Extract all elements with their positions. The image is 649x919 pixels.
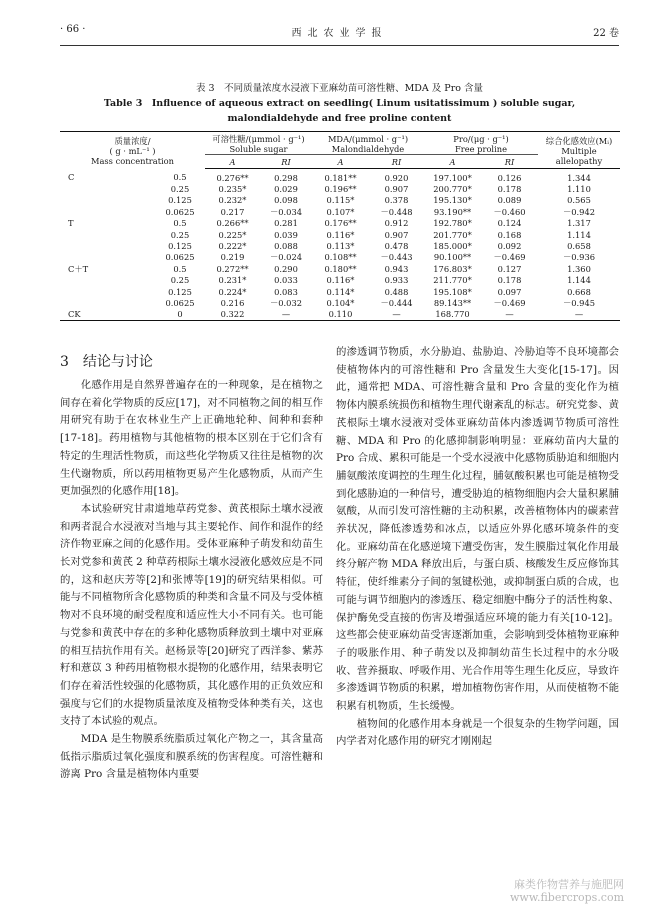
table-row: 0.125 0.224* 0.083 0.114* 0.488 195.108* 0.097 0.668: [168, 286, 591, 297]
sub-header-ri: RI: [481, 155, 538, 169]
col-header-pro: Pro/(μg · g⁻¹) Free proline: [424, 132, 538, 155]
body-column-left: [60, 377, 323, 784]
table-row: CK 0 0.322 — 0.110 — 168.770 — —: [60, 309, 620, 321]
table-caption-cn: 表 3 不同质量浓度水浸液下亚麻幼苗可溶性糖、MDA 及 Pro 含量: [196, 83, 483, 94]
running-header: [60, 24, 619, 44]
table-row: C 0.5 0.276** 0.298 0.181** 0.920 197.100* 0.126 1.344: [68, 172, 591, 183]
sub-header-a: A: [205, 155, 260, 169]
table-row: 0.125 0.232* 0.098 0.115* 0.378 195.130* 0.089 0.565: [168, 195, 591, 206]
paragraph: 植物间的化感作用本身就是一个很复杂的生物学问题，国内学者对化感作用的研究才刚刚起: [336, 717, 619, 748]
table-row: 0.25 0.231* 0.033 0.116* 0.933 211.770* 0.178 1.144: [170, 275, 591, 286]
table-caption-en: [60, 96, 619, 126]
data-table: [60, 131, 620, 321]
col-header-mda: MDA/(μmmol · g⁻¹) Malondialdehyde: [312, 132, 424, 155]
watermark: 麻类作物营养与施肥网 www.fibercrops.com: [510, 878, 625, 904]
sub-header-ri: RI: [260, 155, 312, 169]
sub-header-a: A: [424, 155, 481, 169]
header-rule: [60, 45, 619, 46]
table-body: [60, 169, 620, 321]
page-number: · 66 ·: [60, 24, 86, 35]
section-title: 3 结论与讨论: [60, 354, 153, 370]
table-row: 0.0625 0.216 －0.032 0.104* －0.444 89.143** －0.469 －0.945: [165, 297, 596, 308]
volume-label: 22 卷: [593, 28, 619, 39]
paragraph: 本试验研究甘肃道地草药党参、黄芪根际土壤水浸液和两者混合水浸液对当地与其主要轮作、间作和混作的经济作物亚麻之间的化感作用。受体亚麻种子萌发和幼苗生长对党参和黄芪 2 种草药根际土壤水浸液化感效应是不同的，这和赵庆芳等[2]和张博等[19]的研究结果相似。可能与不同植物所含化感物质的种类和含量不同及与受体植物对不良环境的耐受程度和适应性大小不同有关。也可能与党参和黄芪中存在的多种化感物质释放到土壤中对亚麻的相互拮抗作用有关。赵杨景等[20]研究了西洋参、紫苏籽和薏苡 3 种药用植物根水提物的化感作用，结果表明它们存在着活性较强的化感物质，其化感作用的正负效应和强度与它们的水提物质量浓度及植物受体种类有关，这也支持了本试验的观点。: [60, 502, 323, 728]
journal-name: 西北农业学报: [291, 28, 388, 39]
paragraph: 化感作用是自然界普遍存在的一种现象，是在植物之间存在着化学物质的反应[17]，对不同植物之间的相互作用研究有助于在农林业生产上正确地轮种、间种和套种[17-18]。药用植物与其他植物的根本区别在于它们含有特定的生理活性物质，而这些化学物质又往往是植物的次生代谢物质，所以药用植物更易产生化感物质，从而产生更加强烈的化感作用[18]。: [60, 379, 323, 498]
table-row: C＋T 0.5 0.272** 0.290 0.180** 0.943 176.803* 0.127 1.360: [68, 263, 591, 274]
sub-header-a: A: [312, 155, 369, 169]
paragraph: 的渗透调节物质，水分胁迫、盐胁迫、冷胁迫等不良环境都会使植物体内的可溶性糖和 Pro 含量发生大变化[15-17]。因此，通常把 MDA、可溶性糖含量和 Pro 含量的变化作为植物体内膜系统损伤和植物生理代谢紊乱的标志。研究党参、黄芪根际土壤水浸液对受体亚麻幼苗体内渗透调节物质可溶性糖、MDA 和 Pro 的化感抑制影响明显：亚麻幼苗内大量的 Pro 合成、累积可能是一个受水浸液中化感物质胁迫和细胞内脯氨酸浓度调控的生理生化过程，脯氨酸积累也可能是植物受到化感胁迫的一种信号，遭受胁迫的植物细胞内会大量积累脯氨酸，从而引发可溶性糖的主动积累，改善植物体内的碳素营养状况，降低渗透势和冰点，以适应外界化感环境条件的变化。亚麻幼苗在化感逆境下遭受伤害，发生膜脂过氧化作用最终分解产物 MDA 释放出后，与蛋白质、核酸发生反应修饰其特征，使纤维素分子间的氢键松弛，或抑制蛋白质的合成，也可能与调节细胞内的渗透压、稳定细胞中酶分子的活性构象、保护酶免受直接的伤害及增强适应环境的能力有关[10-12]。这些都会使亚麻幼苗受害逐渐加重，会影响到受体植物亚麻种子的吸胀作用、种子萌发以及抑制幼苗生长过程中的水分吸收、营养摄取、呼吸作用、光合作用等生理生化反应，导致许多渗透调节物质的积累，增加植物伤害作用，从而使植物不能积累有机物质，生长缓慢。: [336, 346, 619, 713]
table-caption-en-line-2: malondialdehyde and free proline content: [227, 113, 452, 124]
paragraph: MDA 是生物膜系统脂质过氧化产物之一，其含量高低指示脂质过氧化强度和膜系统的伤害程度。可溶性糖和游离 Pro 含量是植物体内重要: [60, 733, 323, 781]
body-column-right: [336, 344, 619, 751]
col-header-allelopathy: 综合化感效应(Mᵢ) Multiple allelopathy: [538, 132, 620, 169]
table-row: 0.0625 0.217 －0.034 0.107* －0.448 93.190** －0.460 －0.942: [165, 206, 596, 217]
table-row: 0.0625 0.219 －0.024 0.108** －0.443 90.100** －0.469 －0.936: [165, 252, 596, 263]
sub-header-ri: RI: [369, 155, 424, 169]
table-row: T 0.5 0.266** 0.281 0.176** 0.912 192.780* 0.124 1.317: [68, 218, 591, 229]
table-row: 0.25 0.235* 0.029 0.196** 0.907 200.770* 0.178 1.110: [170, 184, 591, 195]
table-row: 0.25 0.225* 0.039 0.116* 0.907 201.770* 0.168 1.114: [170, 229, 591, 240]
col-header-sugar: 可溶性糖/(μmmol · g⁻¹) Soluble sugar: [205, 132, 312, 155]
table-caption-en-line-1: Table 3 Influence of aqueous extract on seedling( Linum usitatissimum ) soluble sugar,: [103, 98, 576, 109]
col-header-mass: 质量浓度/ ( g · mL⁻¹ ) Mass concentration: [60, 132, 205, 169]
table-row: 0.125 0.222* 0.088 0.113* 0.478 185.000* 0.092 0.658: [168, 241, 591, 252]
